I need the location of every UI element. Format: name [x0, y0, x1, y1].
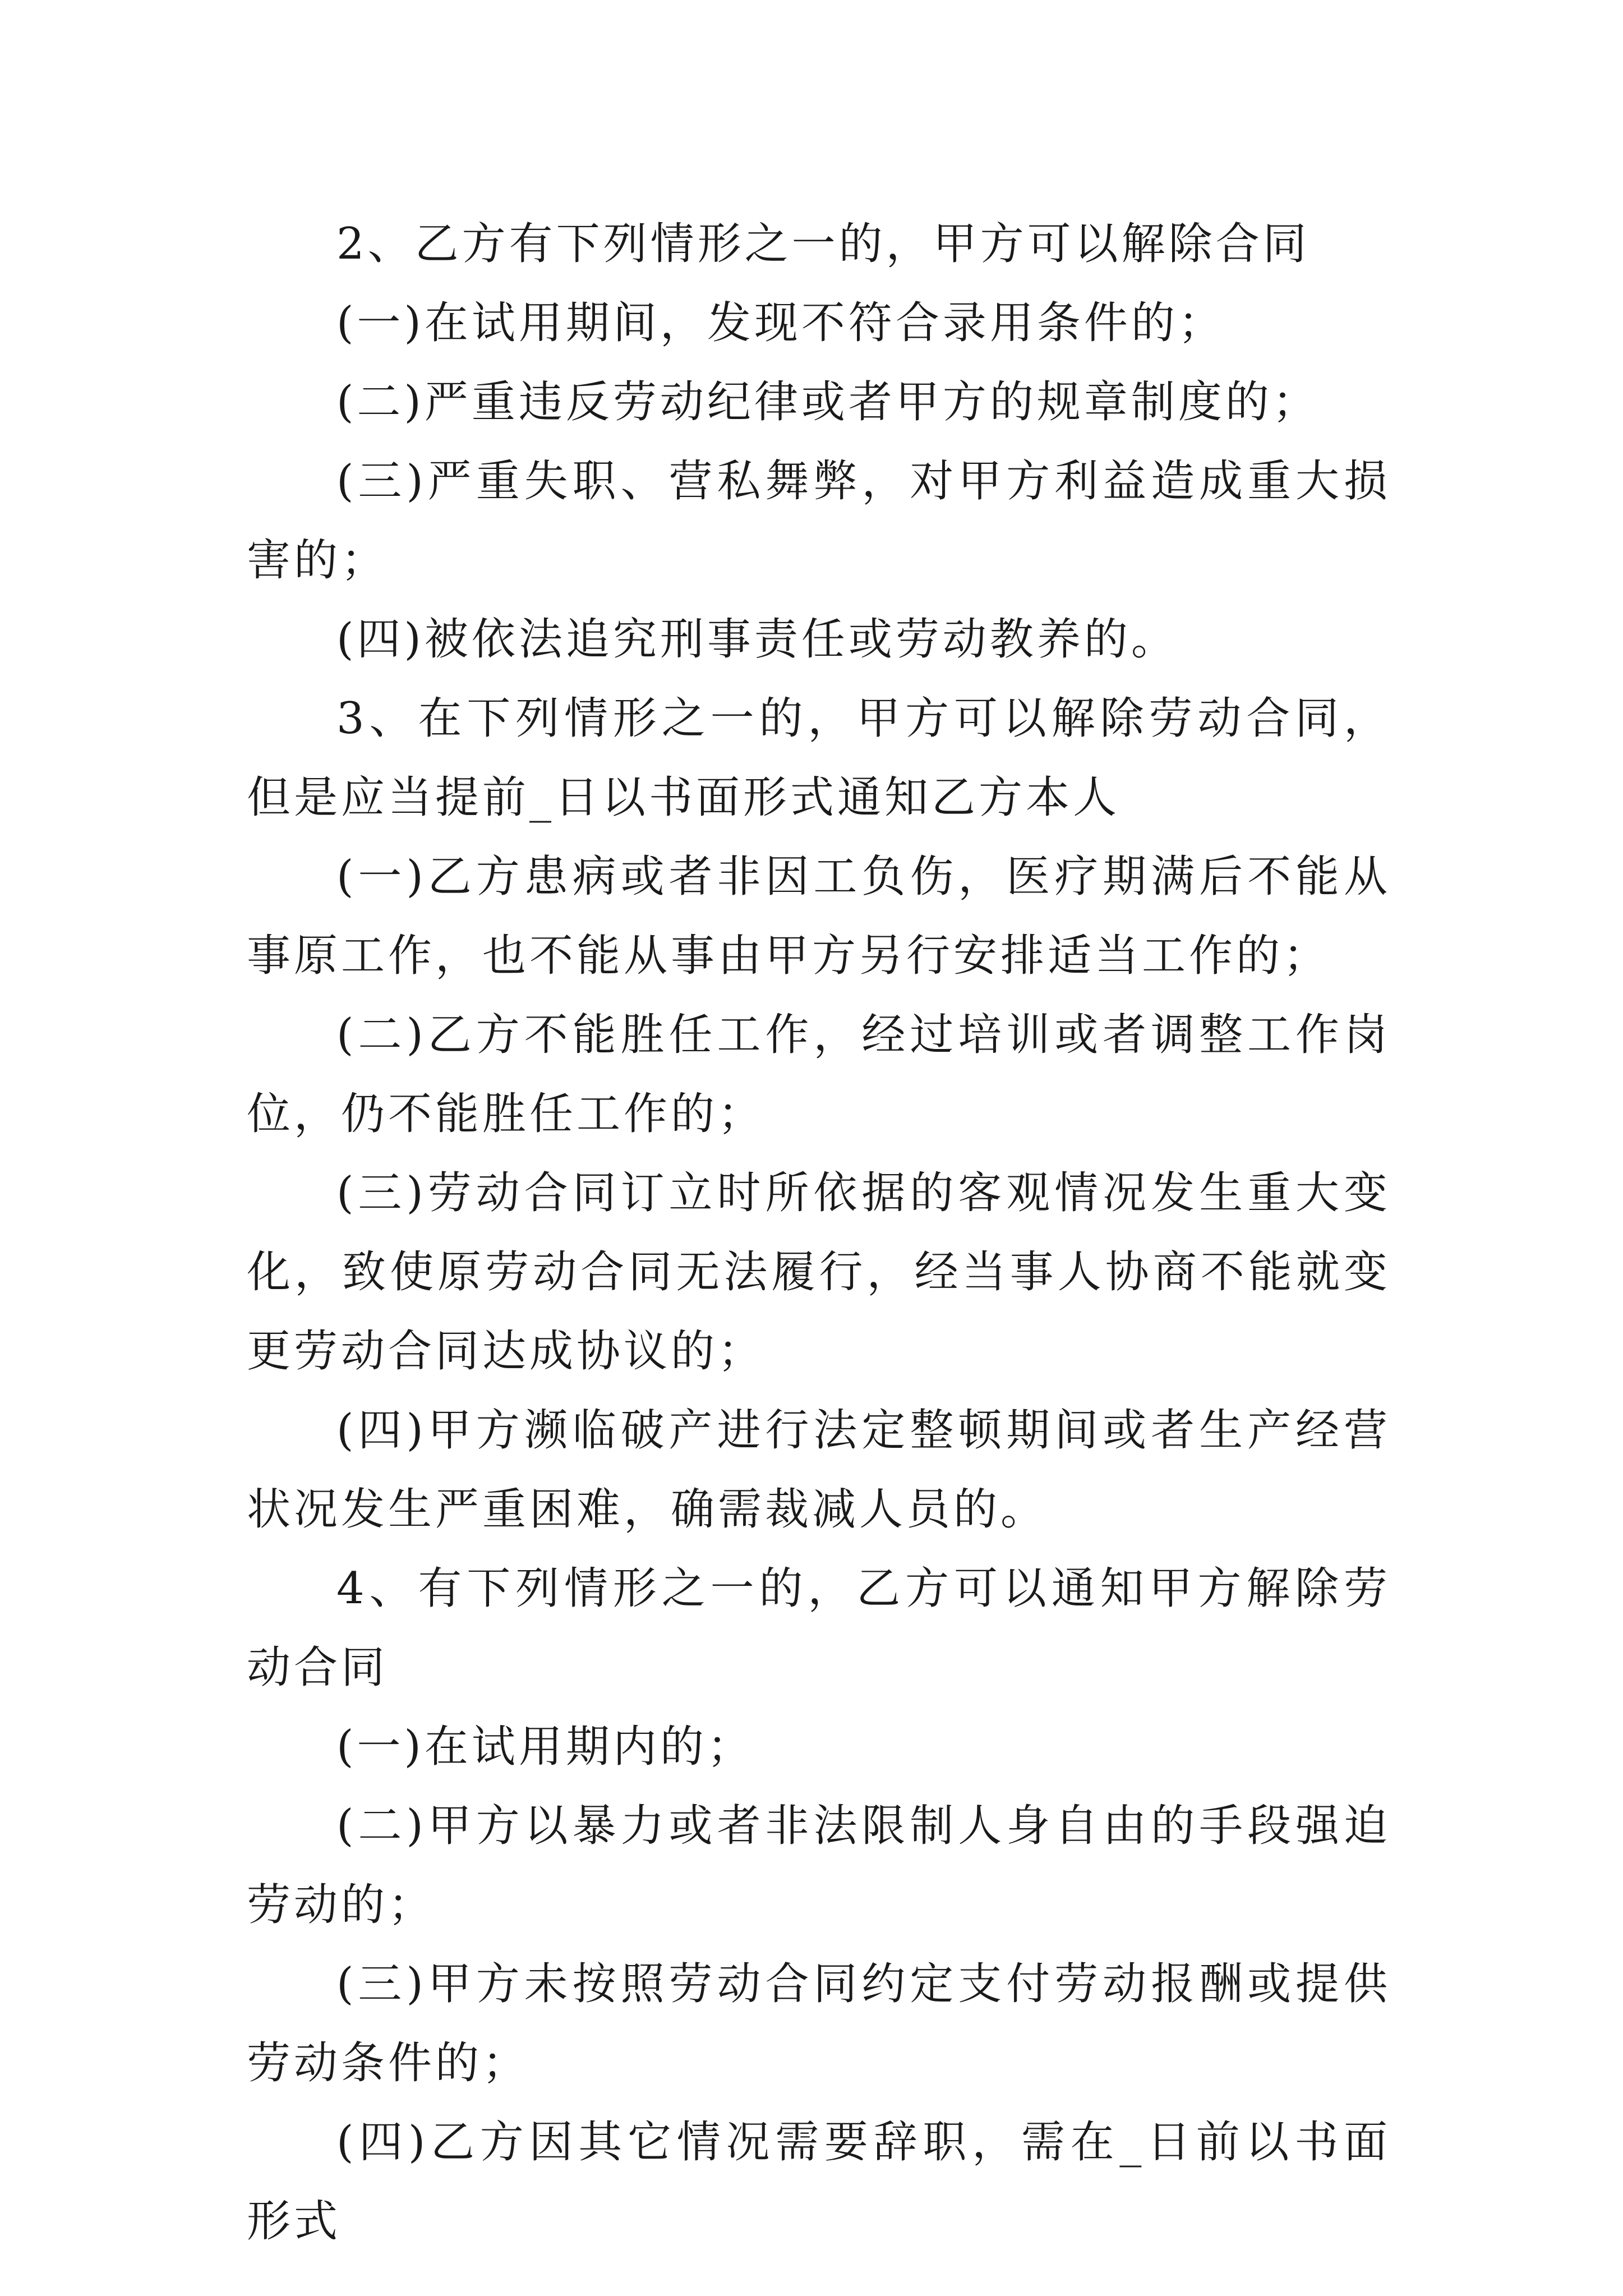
clause-3-item-4: (四)甲方濒临破产进行法定整顿期间或者生产经营状况发生严重困难，确需裁减人员的。 [247, 1405, 1391, 1535]
clause-2-item-1: (一)在试用期间，发现不符合录用条件的； [336, 298, 1225, 348]
clause-4-item-4: (四)乙方因其它情况需要辞职，需在_日前以书面形式 [247, 2117, 1391, 2247]
clause-2-item-4: (四)被依法追究刑事责任或劳动教养的。 [336, 614, 1178, 665]
clause-4-heading: 4、有下列情形之一的，乙方可以通知甲方解除劳动合同 [247, 1563, 1391, 1693]
clause-3-item-2: (二)乙方不能胜任工作，经过培训或者调整工作岗位，仍不能胜任工作的； [247, 1010, 1391, 1139]
clause-3-item-3: (三)劳动合同订立时所依据的客观情况发生重大变化，致使原劳动合同无法履行，经当事人协商不能就变更劳动合同达成协议的； [247, 1168, 1391, 1377]
document-body [247, 205, 1391, 2261]
clause-4-item-2: (二)甲方以暴力或者非法限制人身自由的手段强迫劳动的； [247, 1801, 1391, 1930]
clause-2-item-3: (三)严重失职、营私舞弊，对甲方利益造成重大损害的； [247, 456, 1391, 586]
clause-2-heading: 2、乙方有下列情形之一的，甲方可以解除合同 [336, 219, 1310, 269]
clause-4-item-1: (一)在试用期内的； [336, 1722, 754, 1772]
clause-2-item-2: (二)严重违反劳动纪律或者甲方的规章制度的； [336, 377, 1320, 427]
clause-3-item-1: (一)乙方患病或者非因工负伤，医疗期满后不能从事原工作，也不能从事由甲方另行安排适当工作的； [247, 852, 1391, 981]
clause-4-item-3: (三)甲方未按照劳动合同约定支付劳动报酬或提供劳动条件的； [247, 1959, 1391, 2088]
clause-3-heading: 3、在下列情形之一的，甲方可以解除劳动合同，但是应当提前_日以书面形式通知乙方本人 [247, 693, 1391, 823]
